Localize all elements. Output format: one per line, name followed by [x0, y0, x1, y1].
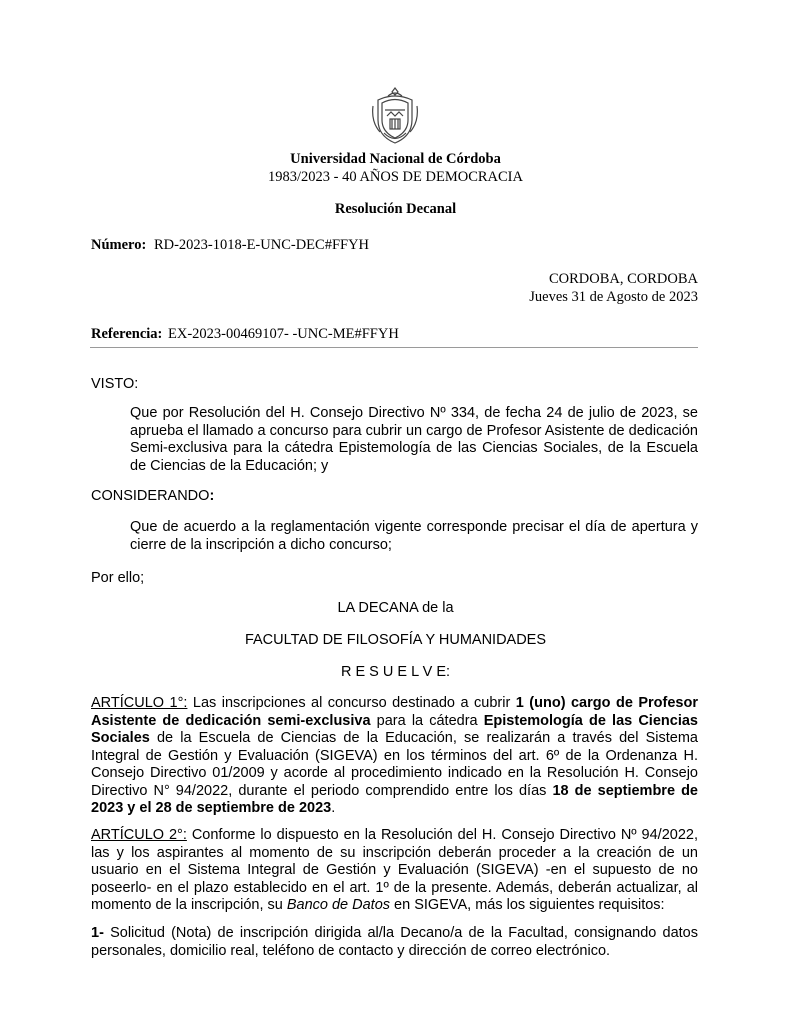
- articulo-2-italic-1: Banco de Datos: [286, 897, 391, 913]
- articulo-2-text-2: en SIGEVA, más los siguientes requisitos:: [390, 897, 665, 913]
- anniversary-line: 1983/2023 - 40 AÑOS DE DEMOCRACIA: [268, 169, 523, 185]
- requisito-1-text: Solicitud (Nota) de inscripción dirigida al/la Decano/a de la Facultad, consignando datos personales, domicilio real, teléfono de contacto y dirección de correo electrónico.: [91, 925, 698, 959]
- numero-value: RD-2023-1018-E-UNC-DEC#FFYH: [153, 237, 370, 253]
- numero-line: [91, 237, 369, 254]
- referencia-label: Referencia:: [91, 326, 163, 342]
- articulo-1-text-3: de la Escuela de Ciencias de la Educación, se realizarán a través del Sistema Integral de Gestión y Evaluación (SIGEVA) en los términos del art. 6º de la Ordenanza H. Consejo Directivo 01/2009 y acorde al procedimiento indicado en la Resolución H. Consejo Directivo N° 94/2022, durante el periodo comprendido entre los días: [91, 730, 698, 799]
- requisito-1: [91, 925, 698, 960]
- articulo-1-text-2: para la cátedra: [370, 712, 484, 729]
- divider: [90, 347, 698, 348]
- articulo-1: [91, 695, 698, 818]
- considerando-heading: CONSIDERANDO: [91, 488, 210, 504]
- document-type: Resolución Decanal: [334, 201, 457, 217]
- numero-label: Número:: [91, 237, 147, 253]
- authority-line-2: FACULTAD DE FILOSOFÍA Y HUMANIDADES: [244, 632, 547, 648]
- por-ello: Por ello;: [91, 570, 145, 586]
- articulo-1-bold-3: 18 de septiembre de 2023 y el 28 de septiembre de 2023: [91, 782, 698, 816]
- articulo-1-text-1: Las inscripciones al concurso destinado a cubrir: [187, 695, 516, 711]
- considerando-line: [91, 488, 214, 504]
- visto-heading: VISTO:: [91, 376, 139, 392]
- visto-text: Que por Resolución del H. Consejo Directivo Nº 334, de fecha 24 de julio de 2023, se aprueba el llamado a concurso para cubrir un cargo de Profesor Asistente de dedicación Semi-exclusiva para la cátedra Epistemología de las Ciencias Sociales, de la Escuela de Ciencias de la Educación; y: [130, 405, 698, 474]
- articulo-2-text-1: Conforme lo dispuesto en la Resolución del H. Consejo Directivo Nº 94/2022, las y los aspirantes al momento de su inscripción deberán proceder a la creación de un usuario en el Sistema Integral de Gestión y Evaluación (SIGEVA) -en el supuesto de no poseerlo- en el plazo establecido en el art. 1º de la presente. Además, deberán actualizar, al momento de la inscripción, su: [91, 827, 698, 913]
- articulo-1-bold-1: 1 (uno) cargo de Profesor Asistente de dedicación semi-exclusiva: [91, 695, 698, 729]
- articulo-2: [91, 827, 698, 915]
- place-date: Jueves 31 de Agosto de 2023: [529, 289, 698, 305]
- articulo-1-bold-2: Epistemología de las Ciencias Sociales: [91, 712, 698, 746]
- articulo-1-text-4: .: [331, 800, 336, 816]
- authority-line-1: LA DECANA de la: [337, 600, 454, 616]
- resuelve: R E S U E L V E:: [340, 664, 451, 680]
- university-seal-icon: [370, 86, 420, 146]
- considerando-text: Que de acuerdo a la reglamentación vigente corresponde precisar el día de apertura y cierre de la inscripción a dicho concurso;: [130, 519, 698, 553]
- university-name: Universidad Nacional de Córdoba: [290, 151, 501, 167]
- considerando-colon: :: [209, 488, 215, 504]
- referencia-line: [91, 326, 399, 343]
- referencia-value: EX-2023-00469107- -UNC-ME#FFYH: [168, 326, 399, 342]
- articulo-1-label: ARTÍCULO 1°:: [91, 695, 188, 711]
- place-city: CORDOBA, CORDOBA: [548, 271, 698, 287]
- requisito-1-number: 1-: [91, 925, 104, 941]
- articulo-2-label: ARTÍCULO 2°:: [91, 827, 187, 843]
